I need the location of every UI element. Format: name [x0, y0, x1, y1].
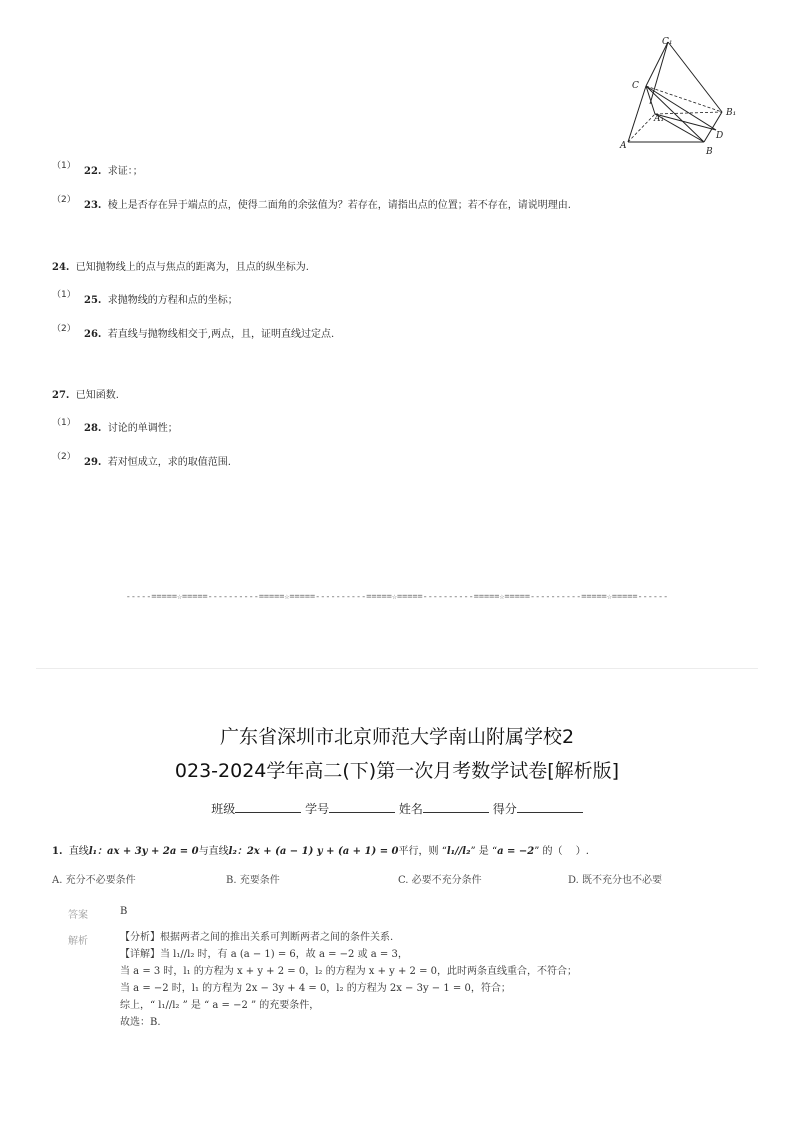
- question-1-stem: 1. 直线l₁：ax + 3y + 2a = 0与直线l₂：2x + (a − 1) y + (a + 1) = 0平行，则 “l₁//l₂” 是 “a = −2” 的（ ）.: [52, 846, 589, 857]
- option-b[interactable]: B. 充要条件: [226, 875, 280, 886]
- label-b: B: [706, 147, 713, 157]
- question-23: 23. 棱上是否存在异于端点的点，使得二面角的余弦值为？若存在，请指出点的位置；若不存在，请说明理由.: [84, 200, 571, 211]
- analysis-line: 【分析】根据两者之间的推出关系可判断两者之间的条件关系.: [120, 932, 394, 943]
- analysis-line: 【详解】当 l₁//l₂ 时，有 a (a − 1) = 6，故 a = −2 或 a = 3，: [120, 949, 408, 960]
- label-d: D: [716, 131, 724, 141]
- student-info-fields: [0, 800, 794, 817]
- option-c[interactable]: C. 必要不充分条件: [398, 875, 482, 886]
- question-28: 28. 讨论的单调性；: [84, 423, 178, 434]
- option-a[interactable]: A. 充分不必要条件: [52, 875, 136, 886]
- label-b1: B₁: [726, 108, 737, 118]
- analysis-label: 解析: [68, 936, 88, 947]
- exam-title-line2: 023-2024学年高二(下)第一次月考数学试卷[解析版]: [174, 760, 620, 782]
- label-c: C: [632, 81, 639, 91]
- label-a: A: [620, 141, 627, 151]
- score-label: 得分: [492, 802, 517, 816]
- analysis-line: 综上，“ l₁//l₂ ” 是 “ a = −2 ” 的充要条件，: [120, 1000, 320, 1011]
- section-divider: -----=====☆=====----------=====☆=====----------=====☆=====----------=====☆=====----------=====☆=====------: [125, 592, 669, 602]
- id-blank[interactable]: [329, 801, 395, 813]
- question-26: 26. 若直线与抛物线相交于,两点，且，证明直线过定点.: [84, 329, 335, 340]
- sub-mark: （2）: [52, 452, 76, 462]
- analysis-line: 当 a = −2 时，l₁ 的方程为 2x − 3y + 4 = 0，l₂ 的方程为 2x − 3y − 1 = 0，符合；: [120, 983, 511, 994]
- answer-label: 答案: [68, 910, 88, 921]
- answer-value: B: [120, 906, 128, 917]
- sub-mark: （1）: [52, 161, 76, 171]
- sub-mark: （2）: [52, 195, 76, 205]
- question-24: 24. 已知抛物线上的点与焦点的距离为，且点的纵坐标为.: [52, 262, 309, 273]
- sub-mark: （1）: [52, 290, 76, 300]
- analysis-line: 故选：B.: [120, 1017, 161, 1028]
- sub-mark: （2）: [52, 324, 76, 334]
- name-label: 姓名: [398, 802, 423, 816]
- option-d[interactable]: D. 既不充分也不必要: [568, 875, 663, 886]
- name-blank[interactable]: [423, 801, 489, 813]
- sub-mark: （1）: [52, 418, 76, 428]
- prism-figure: [612, 34, 748, 158]
- label-c1: C₁: [662, 37, 673, 47]
- class-blank[interactable]: [235, 801, 301, 813]
- id-label: 学号: [305, 802, 330, 816]
- score-blank[interactable]: [517, 801, 583, 813]
- question-22: 22. 求证：；: [84, 166, 143, 177]
- question-25: 25. 求抛物线的方程和点的坐标；: [84, 295, 238, 306]
- exam-title-line1: 广东省深圳市北京师范大学南山附属学校2: [219, 726, 575, 748]
- page-separator-line: [36, 668, 758, 669]
- label-a1: A₁: [654, 114, 665, 124]
- question-27: 27. 已知函数.: [52, 390, 119, 401]
- question-29: 29. 若对恒成立，求的取值范围.: [84, 457, 231, 468]
- analysis-line: 当 a = 3 时，l₁ 的方程为 x + y + 2 = 0，l₂ 的方程为 x + y + 2 = 0，此时两条直线重合，不符合；: [120, 966, 577, 977]
- class-label: 班级: [211, 802, 236, 816]
